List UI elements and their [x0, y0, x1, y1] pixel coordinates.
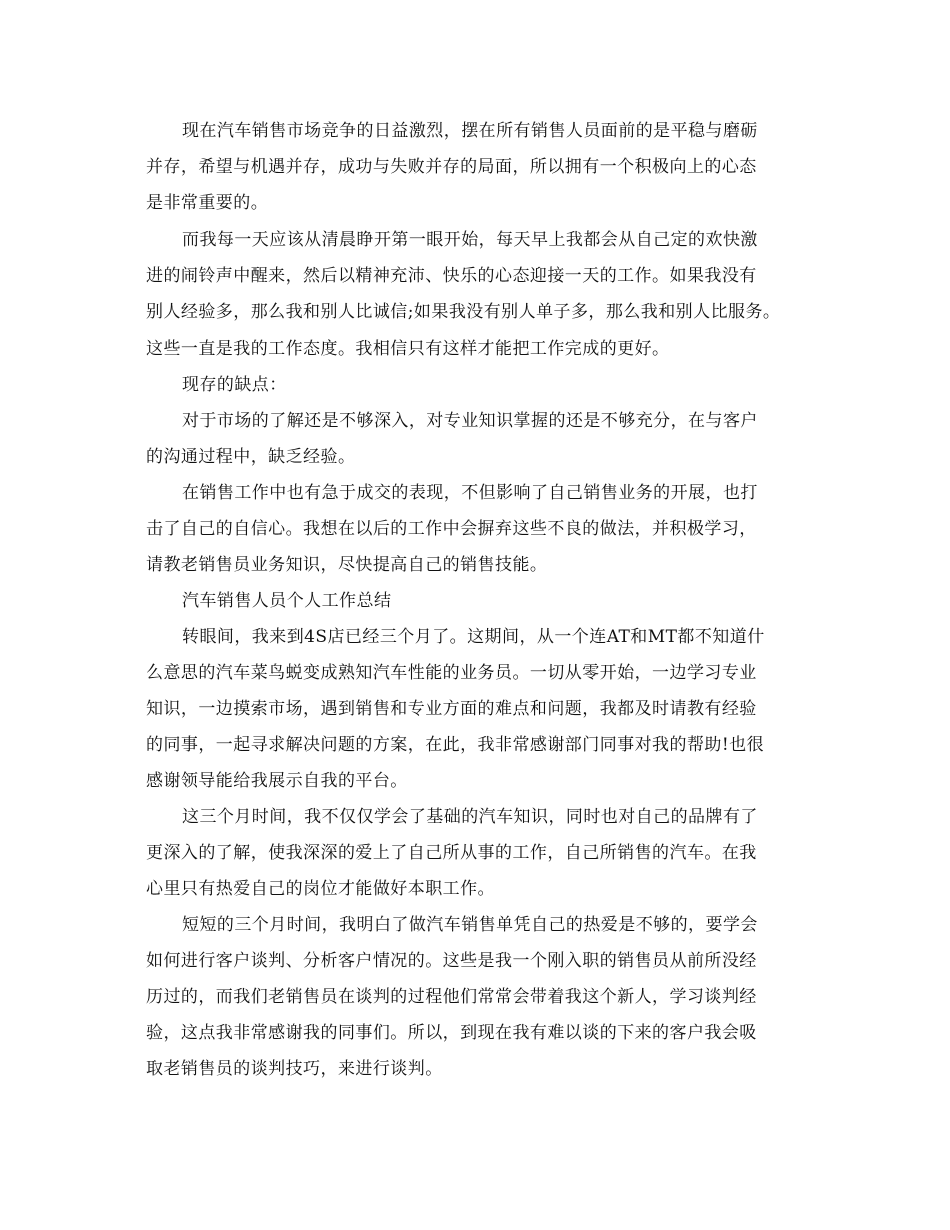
section-heading: 汽车销售人员个人工作总结 — [182, 591, 392, 611]
text-line: 这些一直是我的工作态度。我相信只有这样才能把工作完成的更好。 — [146, 339, 670, 359]
text-line: 在销售工作中也有急于成交的表现，不但影响了自己销售业务的开展，也打 — [182, 483, 758, 503]
text-line: 并存，希望与机遇并存，成功与失败并存的局面，所以拥有一个积极向上的心态 — [146, 157, 757, 177]
text-line: 验，这点我非常感谢我的同事们。所以，到现在我有难以谈的下来的客户我会吸 — [146, 1023, 757, 1043]
text-line: 取老销售员的谈判技巧，来进行谈判。 — [146, 1059, 443, 1079]
text-line: 现在汽车销售市场竞争的日益激烈，摆在所有销售人员面前的是平稳与磨砺 — [182, 121, 758, 141]
text-line: 别人经验多，那么我和别人比诚信;如果我没有别人单子多，那么我和别人比服务。 — [146, 302, 781, 322]
text-line: 击了自己的自信心。我想在以后的工作中会摒弃这些不良的做法，并积极学习， — [146, 519, 757, 539]
text-line: 知识，一边摸索市场，遇到销售和专业方面的难点和问题，我都及时请教有经验 — [146, 699, 757, 719]
text-line: 对于市场的了解还是不够深入，对专业知识掌握的还是不够充分，在与客户 — [182, 411, 758, 431]
text-line: 是非常重要的。 — [146, 193, 269, 213]
text-line: 转眼间，我来到4S店已经三个月了。这期间，从一个连AT和MT都不知道什 — [182, 627, 765, 647]
text-line: 而我每一天应该从清晨睁开第一眼开始，每天早上我都会从自己定的欢快激 — [182, 230, 758, 250]
text-line: 如何进行客户谈判、分析客户情况的。这些是我一个刚入职的销售员从前所没经 — [146, 951, 757, 971]
text-line: 进的闹铃声中醒来，然后以精神充沛、快乐的心态迎接一天的工作。如果我没有 — [146, 266, 757, 286]
text-line: 心里只有热爱自己的岗位才能做好本职工作。 — [146, 879, 495, 899]
text-line: 历过的，而我们老销售员在谈判的过程他们常常会带着我这个新人，学习谈判经 — [146, 987, 757, 1007]
text-line: 的沟通过程中，缺乏经验。 — [146, 447, 356, 467]
text-line: 这三个月时间，我不仅仅学会了基础的汽车知识，同时也对自己的品牌有了 — [182, 807, 758, 827]
section-heading: 现存的缺点： — [182, 375, 287, 395]
text-line: 感谢领导能给我展示自我的平台。 — [146, 771, 408, 791]
text-line: 的同事，一起寻求解决问题的方案，在此，我非常感谢部门同事对我的帮助!也很 — [146, 735, 765, 755]
text-line: 请教老销售员业务知识，尽快提高自己的销售技能。 — [146, 555, 548, 575]
text-line: 更深入的了解，使我深深的爱上了自己所从事的工作，自己所销售的汽车。在我 — [146, 843, 757, 863]
text-line: 么意思的汽车菜鸟蜕变成熟知汽车性能的业务员。一切从零开始，一边学习专业 — [146, 663, 757, 683]
text-line: 短短的三个月时间，我明白了做汽车销售单凭自己的热爱是不够的，要学会 — [182, 915, 758, 935]
